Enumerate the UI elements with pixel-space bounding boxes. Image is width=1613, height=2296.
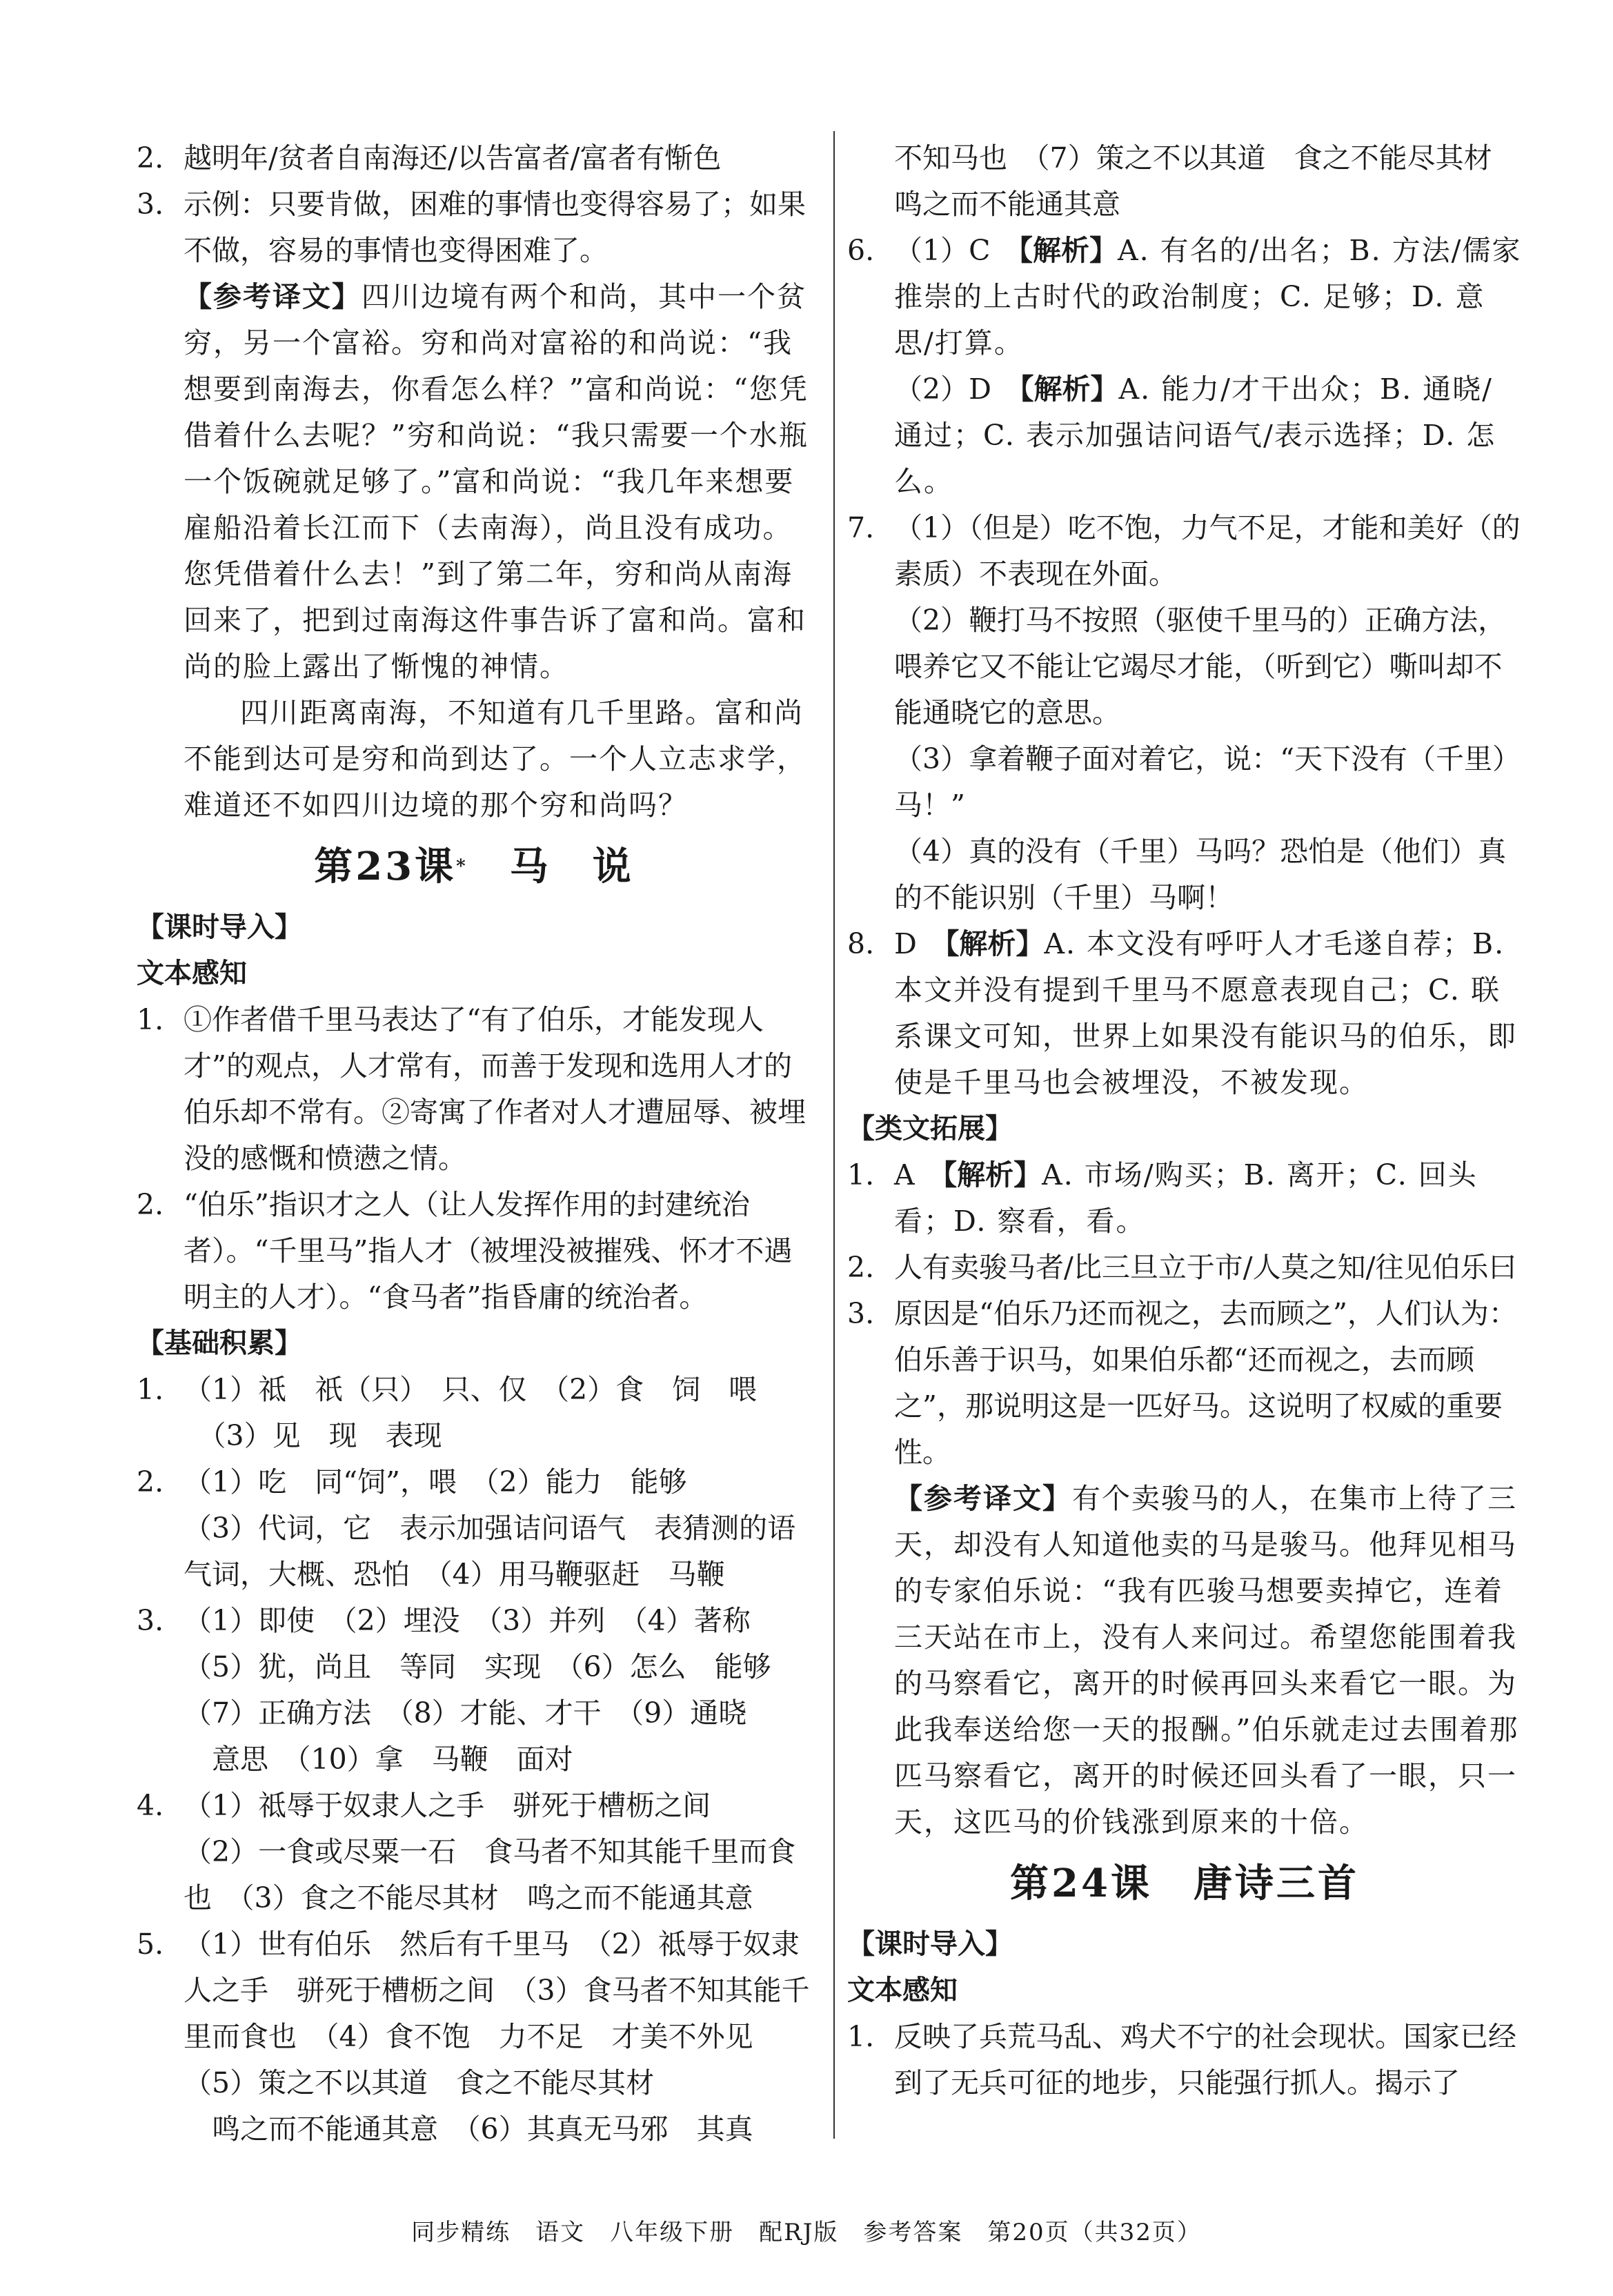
list-item: 4. （1）祗辱于奴隶人之手 骈死于槽枥之间 （2）一食或尽粟一石 食马者不知其能千里而食也 （3）食之不能尽其材 鸣之而不能通其意: [137, 1789, 796, 1914]
list-item: 2. 人有卖骏马者/比三旦立于市/人莫之知/往见伯乐曰: [847, 1251, 1517, 1284]
list-item: 1. （1）祗 祇（只） 只、仅 （2）食 饲 喂 （3）见 现 表现: [137, 1373, 758, 1452]
section-extend: 【类文拓展】: [847, 1113, 1013, 1145]
section-perception: 文本感知: [137, 958, 247, 989]
list-item: 7. （1）（但是）吃不饱，力气不足，才能和美好（的素质）不表现在外面。 （2）鞭打马不按照（驱使千里马的）正确方法，喂养它又不能让它竭尽才能，（听到它）嘶叫却不能通晓它的意思。 （3）拿着鞭子面对着它，说：“天下没有（千里）马！” （4）真的没有（千里）马吗？恐怕是（他们）真的不能识别（千里）马啊！: [847, 511, 1521, 914]
section-perception: 文本感知: [847, 1975, 958, 2006]
list-item: 1. 反映了兵荒马乱、鸡犬不宁的社会现状。国家已经到了无兵可征的地步，只能强行抓人。揭示了: [847, 2020, 1516, 2099]
list-item: 8. D 【解析】A. 本文没有呼吁人才毛遂自荐；B. 本文并没有提到千里马不愿意表现自己；C. 联系课文可知，世界上如果没有能识马的伯乐，即使是千里马也会被埋没，不被发现。: [847, 927, 1517, 1099]
section-basics: 【基础积累】: [137, 1327, 302, 1359]
continued-answer: 不知马也 （7）策之不以其道 食之不能尽其材 鸣之而不能通其意: [894, 141, 1521, 221]
list-item: 3. 原因是“伯乐乃还而视之，去而顾之”，人们认为：伯乐善于识马，如果伯乐都“还而视之，去而顾之”，那说明这是一匹好马。这说明了权威的重要性。: [847, 1297, 1517, 1469]
reference-translation-para2: 四川距离南海，不知道有几千里路。富和尚不能到达可是穷和尚到达了。一个人立志求学，难道还不如四川边境的那个穷和尚吗？: [184, 696, 806, 822]
list-item: 1. ①作者借千里马表达了“有了伯乐，才能发现人才”的观点，人才常有，而善于发现和选用人才的伯乐却不常有。②寄寓了作者对人才遭屈辱、被埋没的感慨和愤懑之情。: [137, 1003, 806, 1175]
list-item: 2. （1）吃 同“饲”，喂 （2）能力 能够 （3）代词，它 表示加强诘问语气 表猜测的语气词，大概、恐怕 （4）用马鞭驱赶 马鞭: [137, 1465, 796, 1591]
list-item: 1. A 【解析】A. 市场/购买；B. 离开；C. 回头看；D. 察看，看。: [847, 1158, 1478, 1238]
reference-translation: 【参考译文】四川边境有两个和尚，其中一个贫穷，另一个富裕。穷和尚对富裕的和尚说：“我想要到南海去，你看怎么样？”富和尚说：“您凭借着什么去呢？”穷和尚说：“我只需要一个水瓶一个饭碗就足够了。”富和尚说：“我几年来想要雇船沿着长江而下（去南海），尚且没有成功。您凭借着什么去！”到了第二年，穷和尚从南海回来了，把到过南海这件事告诉了富和尚。富和尚的脸上露出了惭愧的神情。: [184, 280, 809, 683]
right-column: [847, 135, 1522, 2106]
section-intro: 【课时导入】: [847, 1928, 1013, 1960]
list-item: 2. “伯乐”指识才之人（让人发挥作用的封建统治者）。“千里马”指人才（被埋没被摧残、怀才不遇明主的人才）。“食马者”指昏庸的统治者。: [137, 1188, 793, 1314]
page-footer: 同步精练 语文 八年级下册 配RJ版 参考答案 第20页（共32页）: [411, 2219, 1202, 2246]
column-divider: [833, 131, 835, 2139]
list-item: 6. （1）C 【解析】A. 有名的/出名；B. 方法/儒家推崇的上古时代的政治制度；C. 足够；D. 意思/打算。 （2）D 【解析】A. 能力/才干出众；B. 通晓/通过；C. 表示加强诘问语气/表示选择；D. 怎么。: [847, 234, 1522, 498]
lesson-24-title: 第24课 唐诗三首: [1010, 1861, 1359, 1906]
list-item: 5. （1）世有伯乐 然后有千里马 （2）祗辱于奴隶人之手 骈死于槽枥之间 （3）食马者不知其能千里而食也 （4）食不饱 力不足 才美不外见 （5）策之不以其道 食之不能尽其材 鸣之而不能通其意 （6）其真无马邪 其真: [137, 1928, 810, 2146]
lesson-23-title: 第23课* 马 说: [314, 844, 634, 889]
left-column: [137, 135, 811, 2152]
list-item: 3. （1）即使 （2）埋没 （3）并列 （4）著称 （5）犹，尚且 等同 实现 （6）怎么 能够 （7）正确方法 （8）才能、才干 （9）通晓 意思 （10）拿 马鞭 面对: [137, 1604, 771, 1776]
list-item: 2. 越明年/贫者自南海还/以告富者/富者有惭色: [137, 141, 722, 175]
list-item: 3. 示例：只要肯做，困难的事情也变得容易了；如果不做，容易的事情也变得困难了。: [137, 188, 806, 267]
reference-translation: 【参考译文】有个卖骏马的人，在集市上待了三天，却没有人知道他卖的马是骏马。他拜见相马的专家伯乐说：“我有匹骏马想要卖掉它，连着三天站在市上，没有人来问过。希望您能围着我的马察看它，离开的时候再回头来看它一眼。为此我奉送给您一天的报酬。”伯乐就走过去围着那匹马察看它，离开的时候还回头看了一眼，只一天，这匹马的价钱涨到原来的十倍。: [894, 1482, 1519, 1839]
section-intro: 【课时导入】: [137, 911, 302, 943]
